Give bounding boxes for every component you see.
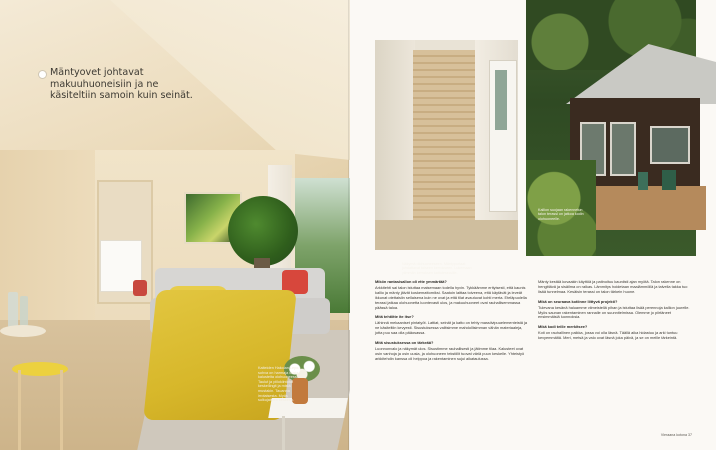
staircase-caption: Näkymä olohuoneeseen. Mäntyportaat johdattavat toiseen kerrokseen. Lukemaan ylimmän kerroksen kattoterassille. (402, 262, 472, 275)
stool-leg (18, 370, 21, 450)
house-caption: Kallion suojaan rakennetun talon terassi on jatkoa kodin olohuoneelle. (538, 208, 584, 221)
living-room-photo (0, 0, 349, 450)
pull-quote: Mäntyovet johtavat makuuhuoneisiin ja ne käsiteltiin samoin kuin seinät. (50, 67, 193, 101)
green-chair (638, 172, 648, 190)
interview-answer: Tulevana kesänä haluamme viimeistellä pihan ja istuttaa lisää perennoja kallion juurelle. Myös saunan rakentaminen rannalle on suunnitelmissa. Olemme jo piirtäneet ensimmäisiä luonnoksia. (538, 304, 690, 320)
round-table (0, 325, 46, 337)
red-cushion-small (133, 280, 147, 296)
right-page (350, 0, 696, 450)
quote-bullet-icon (38, 70, 47, 79)
glass-vase-small (20, 296, 28, 326)
interview-question: Mitä sisustuksessa on tärkeää? (375, 340, 434, 346)
house-window (610, 122, 636, 176)
stool-leg (60, 370, 63, 450)
interview-question: Mikä kodi teille merkitsee? (538, 324, 588, 330)
page-footer: Vieraana kotona 37 (660, 433, 692, 437)
stair-floor (375, 220, 518, 250)
interview-question: Mitä tehtiitte ite itse? (375, 314, 414, 320)
article-body (375, 280, 692, 430)
interview-answer: Koti on rauhallinen paikka, jossa voi olla läsnä. Täällä aika hidastuu ja arki tuntuu kevyemmältä. Meri, metsä ja valo ovat läsnä joka päivä, ja se on meille tärkeintä. (538, 330, 678, 341)
house-window (650, 126, 690, 164)
interview-question: Mikä on seuraava kotiinne liittyvä projekti? (538, 298, 618, 304)
interview-answer: Mänty kestää kovaakin käyttöä ja patinoituu kauniisti ajan myötä. Talon rakenne on hengittävä ja sisäilma on raikas. Lämmitys hoidetaan maalämmöllä ja talvella takka tuo lisää tunnelmaa. Kesäisin terassi on talon tärkein huone. (538, 279, 688, 294)
staircase-photo (375, 40, 518, 275)
interview-question: Mikön rantasisallon oli ette ymmärtää? (375, 279, 447, 284)
glass-vase (8, 292, 18, 328)
house-exterior-photo (526, 0, 696, 256)
article-column-right (538, 280, 691, 346)
interview-answer: Lähinnä mekaaniset pintatyöt. Lattiat, seinät ja katto on tehty massiivipuuelementeistä ja ne käsiteltiin kevyesti. Sisustuksessa valitsimme mahdollisimman vähän materiaaleja, jotta puu saa olla pääosassa. (375, 320, 528, 336)
interview-answer: Arkkitehti sai talon istuttaa maisemaan todella hyvin. Tykkäämme erityisesti, että kaunis kallio ja mänty jäivät koskemattomiksi. Saatoin laittaa toiveena, että käytävät ja leveät ikkunat otettaisiin sellaisena kuin ne ovat ja että tilat avautuvat kohti merta. Eteläpuolella terassi jatkaa olohuonetta luontevasti ulos, ja makuuhuoneet ovat rauhallisemmassa päässä taloa. (375, 284, 527, 310)
green-chair (662, 170, 676, 190)
houseplant (228, 196, 298, 266)
article-column-left (375, 280, 528, 367)
photo-caption: Kaiteiden Hakolan Lepo-sohva on harmaja uusia kalusteita olohuoneessa. Taulut ja piilokiintotat keskellingit ja mistä mustakin. Tauanna irrotaisesta. Myös sulkujaisten keskeen. (258, 366, 300, 403)
pine-staircase (413, 50, 481, 220)
side-table-leg (282, 416, 285, 450)
stair-wall (375, 40, 415, 250)
interview-answer: Luonnonvalo ja näkymät ulos. Sisustimme rauhallisesti ja jätimme tilaa. Kalusteet ovat osin vanhoja ja osin uusia, ja olohuoneen tekstiilit tuovat väriä puun keskelle. Yhteistyö arkkitehdin kanssa oli helppoa ja rakentaminen sujui aikataulussa. (375, 345, 525, 361)
door-glass (495, 70, 507, 130)
